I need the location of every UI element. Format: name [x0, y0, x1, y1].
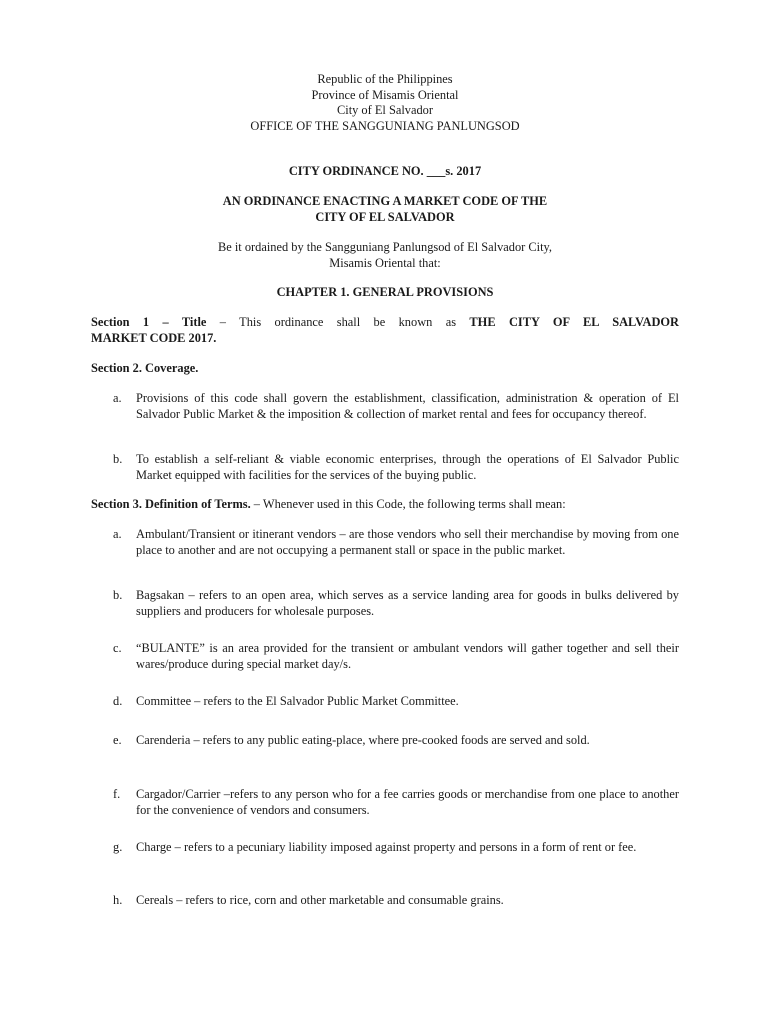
item-letter: b.: [113, 452, 123, 466]
item-text: Charge – refers to a pecuniary liability imposed against property and persons in a form of rent or fee.: [136, 840, 637, 854]
letterhead-office: OFFICE OF THE SANGGUNIANG PANLUNGSOD: [250, 118, 520, 133]
item-letter: b.: [113, 588, 123, 602]
item-letter: h.: [113, 893, 123, 907]
section-3-title: Section 3. Definition of Terms.: [91, 497, 251, 511]
section-3-heading: [91, 497, 679, 513]
chapter-heading: CHAPTER 1. GENERAL PROVISIONS: [276, 285, 494, 299]
ordinance-title-line2: CITY OF EL SALVADOR: [315, 209, 455, 224]
item-letter: a.: [113, 391, 122, 405]
item-text: To establish a self-reliant & viable economic enterprises, through the operations of El Salvador Public Market equipped with facilities for the services of the buying public.: [136, 452, 679, 482]
letterhead-city: City of El Salvador: [336, 103, 433, 117]
section-1-code-name-cont: MARKET CODE 2017.: [91, 330, 217, 345]
ordinance-title-line1: AN ORDINANCE ENACTING A MARKET CODE OF THE: [222, 194, 548, 208]
item-text: Cargador/Carrier –refers to any person who for a fee carries goods or merchandise from one place to another for the convenience of vendors and consumers.: [136, 787, 679, 817]
ordinance-title: [0, 194, 770, 225]
item-letter: c.: [113, 641, 122, 655]
section-1: [91, 315, 679, 346]
enacting-clause-line2: Misamis Oriental that:: [329, 255, 441, 270]
letterhead-province: Province of Misamis Oriental: [311, 87, 459, 102]
item-letter: g.: [113, 840, 123, 854]
ordinance-number: CITY ORDINANCE NO. ___s. 2017: [288, 164, 482, 178]
section-1-text: – This ordinance shall be known as: [206, 315, 470, 329]
section-2-heading: [91, 361, 679, 377]
section-2-title: Section 2. Coverage.: [91, 361, 199, 375]
section-3-intro: – Whenever used in this Code, the following terms shall mean:: [250, 497, 566, 511]
item-letter: f.: [113, 787, 121, 801]
item-text: Ambulant/Transient or itinerant vendors – are those vendors who sell their merchandise by moving from one place to another and are not occupying a permanent stall or space in the public market.: [136, 527, 679, 557]
section-1-heading: Section 1 – Title: [91, 315, 207, 329]
letterhead: [0, 72, 770, 134]
enacting-clause-line1: Be it ordained by the Sangguniang Panlungsod of El Salvador City,: [217, 240, 553, 254]
enacting-clause: [0, 240, 770, 271]
item-text: Carenderia – refers to any public eating-place, where pre-cooked foods are served and sold.: [136, 733, 590, 747]
section-1-code-name: THE CITY OF EL SALVADOR: [469, 315, 680, 329]
item-text: Committee – refers to the El Salvador Public Market Committee.: [136, 694, 459, 708]
item-text: Bagsakan – refers to an open area, which serves as a service landing area for goods in bulks delivered by suppliers and producers for wholesale purposes.: [136, 588, 679, 618]
item-text: Provisions of this code shall govern the establishment, classification, administration & operation of El Salvador Public Market & the imposition & collection of market rental and fees for occupancy thereof.: [136, 391, 679, 421]
item-letter: d.: [113, 694, 123, 708]
item-letter: e.: [113, 733, 122, 747]
item-text: “BULANTE” is an area provided for the transient or ambulant vendors will gather together and sell their wares/produce during special market day/s.: [136, 641, 679, 671]
item-letter: a.: [113, 527, 122, 541]
item-text: Cereals – refers to rice, corn and other marketable and consumable grains.: [136, 893, 504, 907]
letterhead-republic: Republic of the Philippines: [317, 72, 453, 86]
